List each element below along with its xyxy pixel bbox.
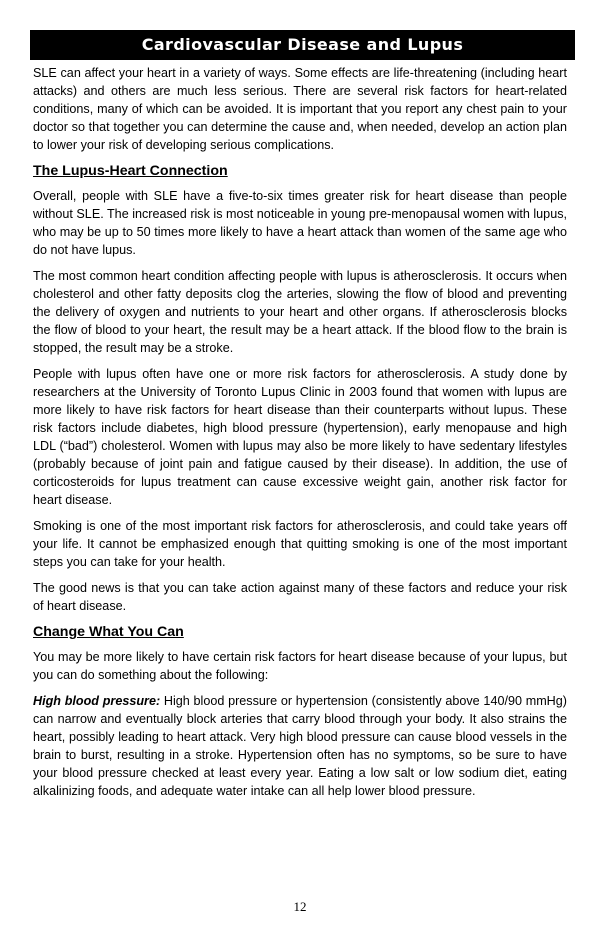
page-title: Cardiovascular Disease and Lupus <box>30 30 575 60</box>
paragraph-body: High blood pressure or hypertension (consistently above 140/90 mmHg) can narrow and eventually block arteries that carry blood through your body. It also strains the heart, possibly leading to heart attack. Very high blood pressure can cause blood vessels in the brain to burst, resulting in a stroke. Hypertension often has no symptoms, so be sure to have your blood pressure checked at least every year. Eating a low salt or low sodium diet, eating alkalinizing foods, and adequate water intake can all help lower blood pressure. <box>33 694 567 798</box>
paragraph: You may be more likely to have certain risk factors for heart disease because of your lupus, but you can do something about the following: <box>33 650 567 682</box>
paragraph: People with lupus often have one or more risk factors for atherosclerosis. A study done by researchers at the University of Toronto Lupus Clinic in 2003 found that women with lupus are more likely to have risk factors for heart disease than their counterparts without lupus. These risk factors include diabetes, high blood pressure (hypertension), early menopause and high LDL (“bad”) cholesterol. Women with lupus may also be more likely to have sedentary lifestyles (probably because of joint pain and fatigue caused by their disease). In addition, the use of corticosteroids for lupus treatment can cause excessive weight gain, another risk factor for heart disease. <box>33 367 567 507</box>
section-heading-change-what-you-can: Change What You Can <box>33 624 184 640</box>
lead-term: High blood pressure: <box>33 694 161 708</box>
paragraph: Smoking is one of the most important risk factors for atherosclerosis, and could take years off your life. It cannot be emphasized enough that quitting smoking is one of the most important steps you can take for your health. <box>33 519 567 569</box>
page-number: 12 <box>293 899 307 914</box>
paragraph: The good news is that you can take action against many of these factors and reduce your risk of heart disease. <box>33 581 567 613</box>
paragraph-high-blood-pressure <box>33 692 567 800</box>
document-body <box>33 64 567 808</box>
intro-paragraph: SLE can affect your heart in a variety of ways. Some effects are life-threatening (including heart attacks) and others are much less serious. There are several risk factors for heart-related conditions, many of which can be avoided. It is important that you report any chest pain to your doctor so that together you can determine the cause and, when needed, develop an action plan to lower your risk of developing serious complications. <box>33 66 567 152</box>
paragraph: The most common heart condition affecting people with lupus is atherosclerosis. It occurs when cholesterol and other fatty deposits clog the arteries, slowing the flow of blood and preventing the delivery of oxygen and nutrients to your heart and other organs. If atherosclerosis blocks the flow of blood to your heart, the result may be a heart attack. If the blood flow to the brain is stopped, the result may be a stroke. <box>33 269 567 355</box>
paragraph: Overall, people with SLE have a five-to-six times greater risk for heart disease than people without SLE. The increased risk is most noticeable in young pre-menopausal women with lupus, who may be up to 50 times more likely to have a heart attack than women of the same age who do not have lupus. <box>33 189 567 257</box>
section-heading-lupus-heart-connection: The Lupus-Heart Connection <box>33 163 228 179</box>
